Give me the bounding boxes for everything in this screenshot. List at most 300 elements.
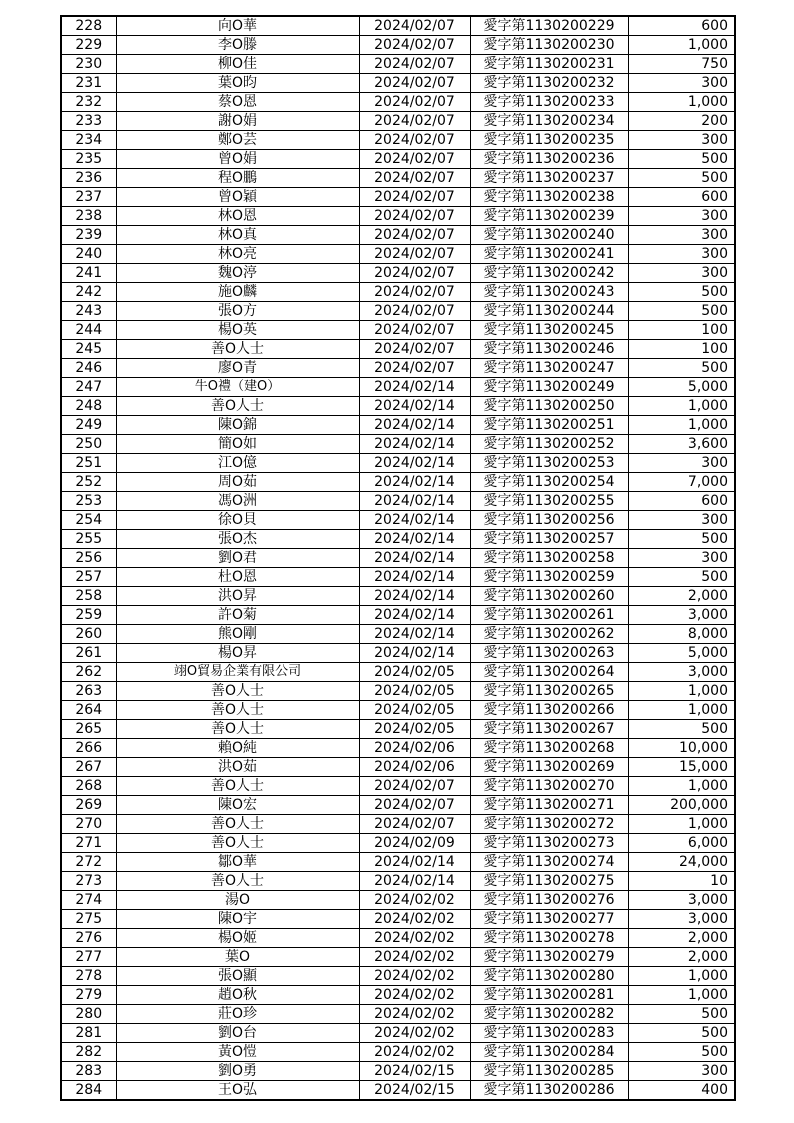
row-number-cell: 262 — [61, 663, 116, 682]
donation-date-cell: 2024/02/07 — [359, 321, 470, 340]
donation-date-cell: 2024/02/15 — [359, 1081, 470, 1101]
donation-amount-cell: 3,000 — [628, 663, 735, 682]
table-row — [61, 511, 735, 530]
donation-amount-cell: 3,000 — [628, 606, 735, 625]
donation-date-cell: 2024/02/02 — [359, 929, 470, 948]
donation-amount-cell: 1,000 — [628, 397, 735, 416]
donor-name-cell: 曾O穎 — [116, 188, 359, 207]
table-row — [61, 853, 735, 872]
table-row — [61, 1005, 735, 1024]
donor-name-cell: 曾O娟 — [116, 150, 359, 169]
row-number-cell: 266 — [61, 739, 116, 758]
table-row — [61, 815, 735, 834]
receipt-number-cell: 愛字第1130200246 — [470, 340, 628, 359]
donation-date-cell: 2024/02/07 — [359, 283, 470, 302]
table-row — [61, 625, 735, 644]
receipt-number-cell: 愛字第1130200247 — [470, 359, 628, 378]
donation-amount-cell: 300 — [628, 454, 735, 473]
donation-amount-cell: 6,000 — [628, 834, 735, 853]
donation-amount-cell: 200 — [628, 112, 735, 131]
donor-name-cell: 陳O錦 — [116, 416, 359, 435]
row-number-cell: 280 — [61, 1005, 116, 1024]
donation-amount-cell: 200,000 — [628, 796, 735, 815]
row-number-cell: 257 — [61, 568, 116, 587]
donation-date-cell: 2024/02/05 — [359, 701, 470, 720]
table-row — [61, 378, 735, 397]
donor-name-cell: 楊O英 — [116, 321, 359, 340]
table-row — [61, 720, 735, 739]
donor-name-cell: 鄒O華 — [116, 853, 359, 872]
donation-date-cell: 2024/02/06 — [359, 739, 470, 758]
donation-date-cell: 2024/02/07 — [359, 815, 470, 834]
row-number-cell: 236 — [61, 169, 116, 188]
table-row — [61, 359, 735, 378]
receipt-number-cell: 愛字第1130200258 — [470, 549, 628, 568]
donation-date-cell: 2024/02/07 — [359, 340, 470, 359]
donor-name-cell: 洪O茹 — [116, 758, 359, 777]
donation-date-cell: 2024/02/14 — [359, 530, 470, 549]
donation-amount-cell: 8,000 — [628, 625, 735, 644]
donation-date-cell: 2024/02/07 — [359, 93, 470, 112]
table-row — [61, 321, 735, 340]
row-number-cell: 248 — [61, 397, 116, 416]
donation-amount-cell: 1,000 — [628, 93, 735, 112]
donation-date-cell: 2024/02/07 — [359, 302, 470, 321]
donor-name-cell: 馮O洲 — [116, 492, 359, 511]
donation-date-cell: 2024/02/05 — [359, 663, 470, 682]
donation-amount-cell: 2,000 — [628, 587, 735, 606]
donor-name-cell: 洪O昇 — [116, 587, 359, 606]
table-row — [61, 93, 735, 112]
donor-name-cell: 善O人士 — [116, 720, 359, 739]
table-row — [61, 1081, 735, 1101]
row-number-cell: 252 — [61, 473, 116, 492]
donor-name-cell: 向O華 — [116, 16, 359, 36]
donation-date-cell: 2024/02/07 — [359, 207, 470, 226]
receipt-number-cell: 愛字第1130200243 — [470, 283, 628, 302]
table-row — [61, 796, 735, 815]
row-number-cell: 229 — [61, 36, 116, 55]
donation-amount-cell: 2,000 — [628, 929, 735, 948]
row-number-cell: 283 — [61, 1062, 116, 1081]
donation-date-cell: 2024/02/07 — [359, 777, 470, 796]
donation-amount-cell: 10 — [628, 872, 735, 891]
receipt-number-cell: 愛字第1130200274 — [470, 853, 628, 872]
donation-date-cell: 2024/02/02 — [359, 986, 470, 1005]
donation-date-cell: 2024/02/14 — [359, 549, 470, 568]
row-number-cell: 258 — [61, 587, 116, 606]
row-number-cell: 254 — [61, 511, 116, 530]
table-row — [61, 910, 735, 929]
donor-name-cell: 鄭O芸 — [116, 131, 359, 150]
donation-amount-cell: 100 — [628, 340, 735, 359]
row-number-cell: 237 — [61, 188, 116, 207]
donor-name-cell: 善O人士 — [116, 682, 359, 701]
donation-date-cell: 2024/02/14 — [359, 872, 470, 891]
donation-amount-cell: 300 — [628, 245, 735, 264]
donation-date-cell: 2024/02/14 — [359, 378, 470, 397]
receipt-number-cell: 愛字第1130200267 — [470, 720, 628, 739]
table-row — [61, 834, 735, 853]
receipt-number-cell: 愛字第1130200277 — [470, 910, 628, 929]
row-number-cell: 255 — [61, 530, 116, 549]
donor-name-cell: 林O亮 — [116, 245, 359, 264]
table-row — [61, 492, 735, 511]
donor-name-cell: 許O菊 — [116, 606, 359, 625]
donor-name-cell: 莊O珍 — [116, 1005, 359, 1024]
receipt-number-cell: 愛字第1130200234 — [470, 112, 628, 131]
table-row — [61, 1043, 735, 1062]
donation-date-cell: 2024/02/02 — [359, 1005, 470, 1024]
row-number-cell: 265 — [61, 720, 116, 739]
receipt-number-cell: 愛字第1130200242 — [470, 264, 628, 283]
table-row — [61, 986, 735, 1005]
table-row — [61, 758, 735, 777]
table-row — [61, 682, 735, 701]
donation-amount-cell: 500 — [628, 150, 735, 169]
donor-name-cell: 善O人士 — [116, 815, 359, 834]
donation-amount-cell: 300 — [628, 131, 735, 150]
row-number-cell: 238 — [61, 207, 116, 226]
donation-amount-cell: 1,000 — [628, 416, 735, 435]
donor-name-cell: 葉O — [116, 948, 359, 967]
table-row — [61, 169, 735, 188]
donation-amount-cell: 300 — [628, 226, 735, 245]
donation-date-cell: 2024/02/07 — [359, 36, 470, 55]
donor-name-cell: 趙O秋 — [116, 986, 359, 1005]
row-number-cell: 276 — [61, 929, 116, 948]
table-row — [61, 454, 735, 473]
table-row — [61, 55, 735, 74]
table-row — [61, 36, 735, 55]
row-number-cell: 268 — [61, 777, 116, 796]
donor-name-cell: 熊O剛 — [116, 625, 359, 644]
donation-date-cell: 2024/02/06 — [359, 758, 470, 777]
receipt-number-cell: 愛字第1130200263 — [470, 644, 628, 663]
donor-name-cell: 張O杰 — [116, 530, 359, 549]
receipt-number-cell: 愛字第1130200285 — [470, 1062, 628, 1081]
row-number-cell: 269 — [61, 796, 116, 815]
row-number-cell: 282 — [61, 1043, 116, 1062]
table-row — [61, 644, 735, 663]
row-number-cell: 263 — [61, 682, 116, 701]
receipt-number-cell: 愛字第1130200269 — [470, 758, 628, 777]
donor-name-cell: 劉O台 — [116, 1024, 359, 1043]
donation-amount-cell: 500 — [628, 359, 735, 378]
donation-date-cell: 2024/02/07 — [359, 16, 470, 36]
table-row — [61, 416, 735, 435]
receipt-number-cell: 愛字第1130200286 — [470, 1081, 628, 1101]
row-number-cell: 278 — [61, 967, 116, 986]
row-number-cell: 235 — [61, 150, 116, 169]
row-number-cell: 250 — [61, 435, 116, 454]
donation-date-cell: 2024/02/02 — [359, 910, 470, 929]
table-row — [61, 1024, 735, 1043]
receipt-number-cell: 愛字第1130200284 — [470, 1043, 628, 1062]
row-number-cell: 284 — [61, 1081, 116, 1101]
table-row — [61, 245, 735, 264]
donation-amount-cell: 3,000 — [628, 891, 735, 910]
receipt-number-cell: 愛字第1130200236 — [470, 150, 628, 169]
donation-amount-cell: 500 — [628, 169, 735, 188]
donor-name-cell: 魏O渟 — [116, 264, 359, 283]
donation-table — [60, 15, 736, 1101]
row-number-cell: 228 — [61, 16, 116, 36]
donation-amount-cell: 500 — [628, 283, 735, 302]
donor-name-cell: 黃O愷 — [116, 1043, 359, 1062]
donor-name-cell: 柳O佳 — [116, 55, 359, 74]
donor-name-cell: 賴O純 — [116, 739, 359, 758]
receipt-number-cell: 愛字第1130200275 — [470, 872, 628, 891]
table-row — [61, 568, 735, 587]
donation-amount-cell: 5,000 — [628, 644, 735, 663]
table-row — [61, 112, 735, 131]
row-number-cell: 273 — [61, 872, 116, 891]
donation-amount-cell: 100 — [628, 321, 735, 340]
donor-name-cell: 王O弘 — [116, 1081, 359, 1101]
donation-table-body — [61, 16, 735, 1100]
donor-name-cell: 善O人士 — [116, 834, 359, 853]
table-row — [61, 777, 735, 796]
row-number-cell: 243 — [61, 302, 116, 321]
donation-date-cell: 2024/02/14 — [359, 511, 470, 530]
table-row — [61, 606, 735, 625]
donation-date-cell: 2024/02/07 — [359, 359, 470, 378]
table-row — [61, 948, 735, 967]
receipt-number-cell: 愛字第1130200281 — [470, 986, 628, 1005]
donor-name-cell: 楊O昇 — [116, 644, 359, 663]
table-row — [61, 302, 735, 321]
donation-date-cell: 2024/02/07 — [359, 796, 470, 815]
row-number-cell: 271 — [61, 834, 116, 853]
row-number-cell: 242 — [61, 283, 116, 302]
donor-name-cell: 牛O禮（建O） — [116, 378, 359, 397]
donation-amount-cell: 300 — [628, 1062, 735, 1081]
receipt-number-cell: 愛字第1130200240 — [470, 226, 628, 245]
donation-amount-cell: 3,000 — [628, 910, 735, 929]
donation-amount-cell: 500 — [628, 720, 735, 739]
row-number-cell: 232 — [61, 93, 116, 112]
table-row — [61, 967, 735, 986]
donor-name-cell: 周O茹 — [116, 473, 359, 492]
donor-name-cell: 李O滕 — [116, 36, 359, 55]
donor-name-cell: 葉O昀 — [116, 74, 359, 93]
row-number-cell: 277 — [61, 948, 116, 967]
donation-date-cell: 2024/02/07 — [359, 226, 470, 245]
donor-name-cell: 謝O娟 — [116, 112, 359, 131]
receipt-number-cell: 愛字第1130200266 — [470, 701, 628, 720]
donation-date-cell: 2024/02/14 — [359, 492, 470, 511]
donation-date-cell: 2024/02/09 — [359, 834, 470, 853]
table-row — [61, 397, 735, 416]
receipt-number-cell: 愛字第1130200270 — [470, 777, 628, 796]
row-number-cell: 251 — [61, 454, 116, 473]
donation-date-cell: 2024/02/14 — [359, 568, 470, 587]
row-number-cell: 240 — [61, 245, 116, 264]
receipt-number-cell: 愛字第1130200231 — [470, 55, 628, 74]
receipt-number-cell: 愛字第1130200272 — [470, 815, 628, 834]
donation-amount-cell: 500 — [628, 530, 735, 549]
donation-date-cell: 2024/02/05 — [359, 720, 470, 739]
donor-name-cell: 劉O君 — [116, 549, 359, 568]
donor-name-cell: 善O人士 — [116, 872, 359, 891]
donor-name-cell: 程O鵬 — [116, 169, 359, 188]
donor-name-cell: 林O恩 — [116, 207, 359, 226]
donation-amount-cell: 1,000 — [628, 815, 735, 834]
receipt-number-cell: 愛字第1130200229 — [470, 16, 628, 36]
donation-amount-cell: 300 — [628, 511, 735, 530]
row-number-cell: 253 — [61, 492, 116, 511]
row-number-cell: 246 — [61, 359, 116, 378]
donor-name-cell: 善O人士 — [116, 340, 359, 359]
donation-date-cell: 2024/02/14 — [359, 435, 470, 454]
donor-name-cell: 蔡O恩 — [116, 93, 359, 112]
row-number-cell: 245 — [61, 340, 116, 359]
donation-amount-cell: 300 — [628, 74, 735, 93]
donor-name-cell: 徐O貝 — [116, 511, 359, 530]
table-row — [61, 74, 735, 93]
donation-date-cell: 2024/02/07 — [359, 150, 470, 169]
donor-name-cell: 杜O恩 — [116, 568, 359, 587]
receipt-number-cell: 愛字第1130200245 — [470, 321, 628, 340]
donation-amount-cell: 300 — [628, 549, 735, 568]
table-row — [61, 207, 735, 226]
receipt-number-cell: 愛字第1130200250 — [470, 397, 628, 416]
receipt-number-cell: 愛字第1130200251 — [470, 416, 628, 435]
donor-name-cell: 廖O青 — [116, 359, 359, 378]
donor-name-cell: 楊O姬 — [116, 929, 359, 948]
table-row — [61, 701, 735, 720]
table-row — [61, 587, 735, 606]
donor-name-cell: 善O人士 — [116, 777, 359, 796]
donation-date-cell: 2024/02/07 — [359, 112, 470, 131]
donor-name-cell: 張O方 — [116, 302, 359, 321]
donation-amount-cell: 500 — [628, 302, 735, 321]
donation-date-cell: 2024/02/02 — [359, 1043, 470, 1062]
donation-amount-cell: 2,000 — [628, 948, 735, 967]
receipt-number-cell: 愛字第1130200282 — [470, 1005, 628, 1024]
receipt-number-cell: 愛字第1130200237 — [470, 169, 628, 188]
receipt-number-cell: 愛字第1130200252 — [470, 435, 628, 454]
donation-date-cell: 2024/02/14 — [359, 853, 470, 872]
donor-name-cell: 陳O宏 — [116, 796, 359, 815]
donation-amount-cell: 500 — [628, 1043, 735, 1062]
receipt-number-cell: 愛字第1130200278 — [470, 929, 628, 948]
table-row — [61, 150, 735, 169]
donation-date-cell: 2024/02/07 — [359, 169, 470, 188]
donor-name-cell: 簡O如 — [116, 435, 359, 454]
donation-amount-cell: 600 — [628, 16, 735, 36]
receipt-number-cell: 愛字第1130200232 — [470, 74, 628, 93]
receipt-number-cell: 愛字第1130200244 — [470, 302, 628, 321]
donation-amount-cell: 500 — [628, 568, 735, 587]
table-row — [61, 283, 735, 302]
row-number-cell: 239 — [61, 226, 116, 245]
row-number-cell: 247 — [61, 378, 116, 397]
row-number-cell: 230 — [61, 55, 116, 74]
donation-date-cell: 2024/02/14 — [359, 606, 470, 625]
donor-name-cell: 林O真 — [116, 226, 359, 245]
receipt-number-cell: 愛字第1130200283 — [470, 1024, 628, 1043]
donation-amount-cell: 1,000 — [628, 682, 735, 701]
table-row — [61, 188, 735, 207]
receipt-number-cell: 愛字第1130200235 — [470, 131, 628, 150]
donor-name-cell: 善O人士 — [116, 701, 359, 720]
receipt-number-cell: 愛字第1130200264 — [470, 663, 628, 682]
row-number-cell: 231 — [61, 74, 116, 93]
table-row — [61, 16, 735, 36]
donor-name-cell: 施O麟 — [116, 283, 359, 302]
receipt-number-cell: 愛字第1130200241 — [470, 245, 628, 264]
receipt-number-cell: 愛字第1130200276 — [470, 891, 628, 910]
row-number-cell: 249 — [61, 416, 116, 435]
table-row — [61, 131, 735, 150]
receipt-number-cell: 愛字第1130200271 — [470, 796, 628, 815]
receipt-number-cell: 愛字第1130200255 — [470, 492, 628, 511]
donation-amount-cell: 7,000 — [628, 473, 735, 492]
receipt-number-cell: 愛字第1130200280 — [470, 967, 628, 986]
row-number-cell: 261 — [61, 644, 116, 663]
receipt-number-cell: 愛字第1130200259 — [470, 568, 628, 587]
receipt-number-cell: 愛字第1130200262 — [470, 625, 628, 644]
table-row — [61, 435, 735, 454]
donor-name-cell: 湯O — [116, 891, 359, 910]
donation-amount-cell: 500 — [628, 1024, 735, 1043]
row-number-cell: 234 — [61, 131, 116, 150]
receipt-number-cell: 愛字第1130200261 — [470, 606, 628, 625]
row-number-cell: 279 — [61, 986, 116, 1005]
table-row — [61, 929, 735, 948]
table-row — [61, 340, 735, 359]
receipt-number-cell: 愛字第1130200233 — [470, 93, 628, 112]
donation-amount-cell: 400 — [628, 1081, 735, 1101]
table-row — [61, 739, 735, 758]
row-number-cell: 281 — [61, 1024, 116, 1043]
donation-amount-cell: 300 — [628, 207, 735, 226]
receipt-number-cell: 愛字第1130200268 — [470, 739, 628, 758]
row-number-cell: 260 — [61, 625, 116, 644]
donation-date-cell: 2024/02/02 — [359, 948, 470, 967]
donor-name-cell: 張O顯 — [116, 967, 359, 986]
donation-amount-cell: 10,000 — [628, 739, 735, 758]
table-row — [61, 872, 735, 891]
donation-amount-cell: 1,000 — [628, 701, 735, 720]
receipt-number-cell: 愛字第1130200260 — [470, 587, 628, 606]
row-number-cell: 259 — [61, 606, 116, 625]
donor-name-cell: 江O億 — [116, 454, 359, 473]
donor-name-cell: 劉O勇 — [116, 1062, 359, 1081]
donation-date-cell: 2024/02/05 — [359, 682, 470, 701]
row-number-cell: 275 — [61, 910, 116, 929]
donation-amount-cell: 3,600 — [628, 435, 735, 454]
donation-amount-cell: 1,000 — [628, 967, 735, 986]
receipt-number-cell: 愛字第1130200257 — [470, 530, 628, 549]
table-row — [61, 891, 735, 910]
donation-date-cell: 2024/02/07 — [359, 55, 470, 74]
donation-amount-cell: 750 — [628, 55, 735, 74]
donation-date-cell: 2024/02/07 — [359, 188, 470, 207]
table-row — [61, 549, 735, 568]
donation-date-cell: 2024/02/14 — [359, 473, 470, 492]
donation-date-cell: 2024/02/14 — [359, 416, 470, 435]
donation-date-cell: 2024/02/14 — [359, 644, 470, 663]
row-number-cell: 270 — [61, 815, 116, 834]
receipt-number-cell: 愛字第1130200239 — [470, 207, 628, 226]
donation-date-cell: 2024/02/14 — [359, 625, 470, 644]
donation-date-cell: 2024/02/14 — [359, 587, 470, 606]
row-number-cell: 264 — [61, 701, 116, 720]
donation-amount-cell: 1,000 — [628, 777, 735, 796]
